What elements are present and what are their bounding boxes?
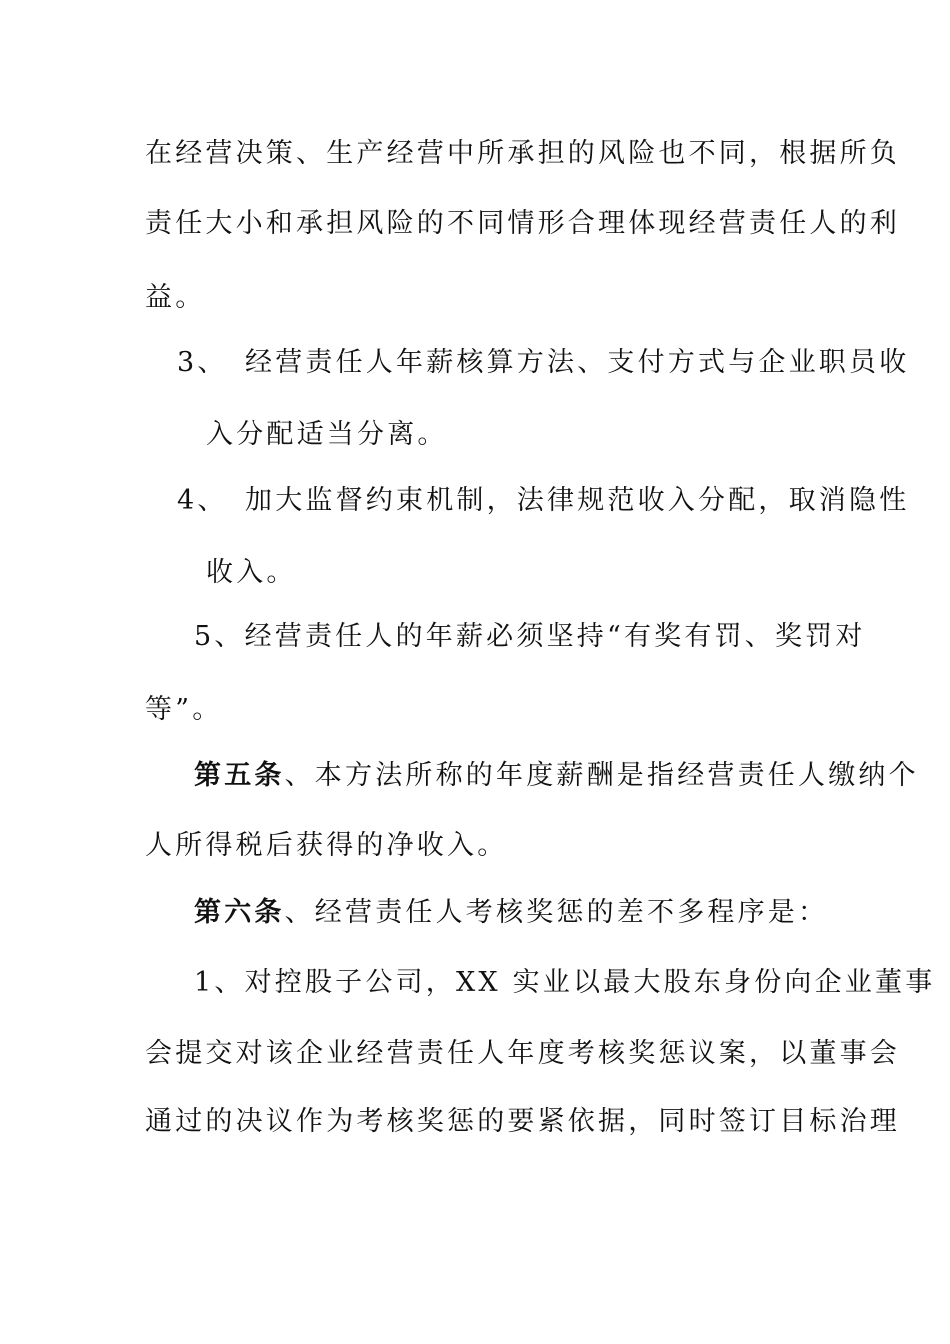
article-6-line [194, 896, 828, 930]
article-5-line [194, 759, 919, 793]
article-text: 、本方法所称的年度薪酬是指经营责任人缴纳个 [284, 760, 919, 791]
paragraph-line: 入分配适当分离。 [206, 419, 448, 450]
list-item-text: 经营责任人年薪核算方法、支付方式与企业职员收 [245, 347, 910, 378]
paragraph-line: 等”。 [145, 694, 223, 725]
list-item-text: 加大监督约束机制，法律规范收入分配，取消隐性 [245, 485, 910, 516]
list-item-4 [177, 484, 909, 518]
article-text: 、经营责任人考核奖惩的差不多程序是： [284, 897, 829, 928]
paragraph-line: 在经营决策、生产经营中所承担的风险也不同，根据所负 [145, 138, 900, 169]
paragraph-line: 收入。 [206, 557, 297, 588]
list-item-3 [177, 346, 909, 380]
paragraph-line: 会提交对该企业经营责任人年度考核奖惩议案，以董事会 [145, 1038, 900, 1069]
list-number: 3、 [177, 347, 228, 378]
article-heading: 第五条 [194, 760, 285, 791]
paragraph-line: 责任大小和承担风险的不同情形合理体现经营责任人的利 [145, 208, 900, 239]
paragraph-line: 通过的决议作为考核奖惩的要紧依据，同时签订目标治理 [145, 1106, 900, 1137]
paragraph-line: 人所得税后获得的净收入。 [145, 830, 508, 861]
paragraph-line: 益。 [145, 282, 206, 313]
list-number: 4、 [177, 485, 228, 516]
paragraph-line: 5、经营责任人的年薪必须坚持“有奖有罚、奖罚对 [194, 621, 866, 652]
paragraph-line: 1、对控股子公司，XX 实业以最大股东身份向企业董事 [194, 967, 936, 998]
article-heading: 第六条 [194, 897, 285, 928]
